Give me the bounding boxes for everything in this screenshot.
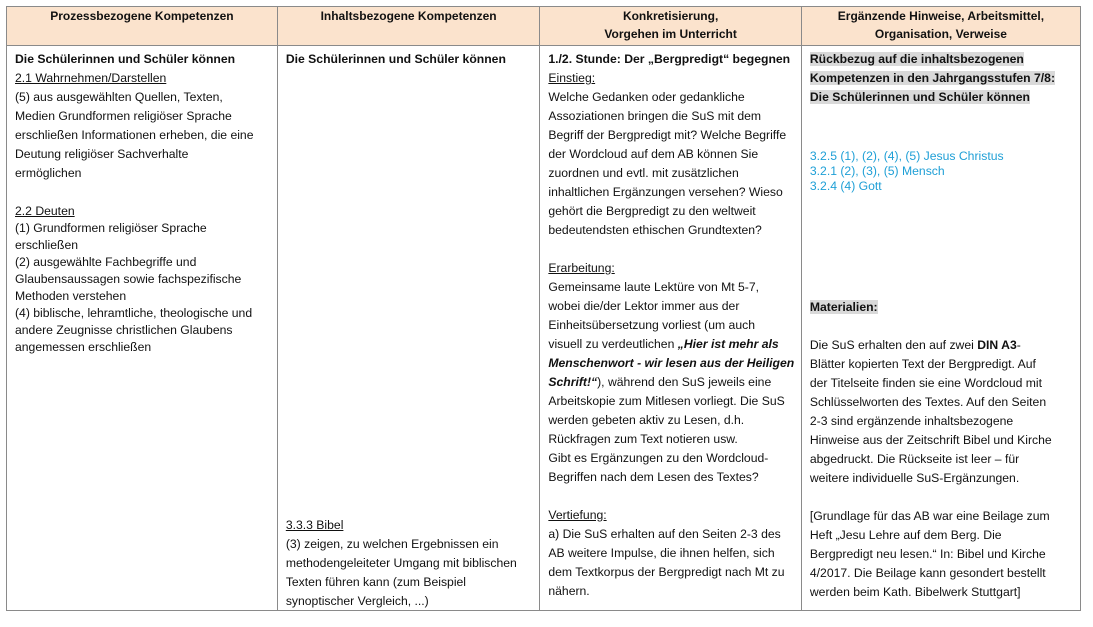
grundlage-line: [Grundlage für das AB war eine Beilage zum [809,509,1050,523]
materialien-line: 2-3 sind ergänzende inhaltsbezogene [809,414,1014,428]
materialien-line: der Titelseite finden sie eine Wordcloud mit [809,376,1043,390]
col1-text-line: Glaubensaussagen sowie fachspezifische [15,272,242,286]
materialien-line: Schlüsselworten des Textes. Auf den Seiten [809,395,1047,409]
einstieg-heading: Einstieg: [548,71,596,85]
vertiefung-heading: Vertiefung: [548,508,607,522]
col1-text-line: ermöglichen [15,166,82,180]
notes-cell [801,46,1080,611]
col1-heading-wahrnehmen: 2.1 Wahrnehmen/Darstellen [15,71,167,85]
col1-text-line: angemessen erschließen [15,340,152,354]
grundlage-line: 4/2017. Die Beilage kann gesondert bestellt [809,566,1046,580]
col1-text-line: Medien Grundformen religiöser Sprache [15,109,232,123]
rueckbezug-line: Rückbezug auf die inhaltsbezogenen [809,52,1024,66]
col1-heading-deuten: 2.2 Deuten [15,204,75,218]
vertiefung-line: nähern. [548,584,590,598]
einstieg-line: Begriff der Bergpredigt mit? Welche Begriffe [548,128,787,142]
grundlage-line: werden beim Kath. Bibelwerk Stuttgart] [809,585,1021,599]
erarbeitung-line: Rückfragen zum Text notieren usw. [548,432,738,446]
einstieg-line: bedeutendsten ethischen Grundtexten? [548,223,762,237]
erarbeitung-line: Begriffen nach dem Lesen des Textes? [548,470,759,484]
rueckbezug-line: Die Schülerinnen und Schüler können [809,90,1030,104]
competency-reference: 3.2.1 (2), (3), (5) Mensch [809,164,945,178]
erarbeitung-line: wobei die/der Lektor immer aus der [548,299,740,313]
rueckbezug-line: Kompetenzen in den Jahrgangsstufen 7/8: [809,71,1056,85]
lesson-plan-table [6,6,1081,611]
header-concretization: Konkretisierung, Vorgehen im Unterricht [540,7,802,46]
einstieg-line: Welche Gedanken oder gedankliche [548,90,745,104]
grundlage-line: Heft „Jesu Lehre auf dem Berg. Die [809,528,1002,542]
col2-heading-bibel: 3.3.3 Bibel [285,518,344,532]
col1-text-line: Deutung religiöser Sachverhalte [15,147,189,161]
einstieg-line: der Wordcloud auf dem AB können Sie [548,147,759,161]
col1-text-line: (4) biblische, lehramtliche, theologische und [15,306,253,320]
col1-text-line: erschließen Informationen erheben, die eine [15,128,254,142]
materialien-line: Blätter kopierten Text der Bergpredigt. Auf [809,357,1036,371]
materialien-line: abgedruckt. Die Rückseite ist leer – für [809,452,1020,466]
col1-text-line: (2) ausgewählte Fachbegriffe und [15,255,197,269]
erarbeitung-quote-line: Menschenwort - wir lesen aus der Heiligen [548,356,795,370]
einstieg-line: zuordnen und evtl. mit zusätzlichen [548,166,739,180]
vertiefung-line: AB weitere Impulse, die ihnen helfen, sich [548,546,775,560]
col1-text-line: andere Zeugnisse christlichen Glaubens [15,323,233,337]
col2-text-line: (3) zeigen, zu welchen Ergebnissen ein [285,537,499,551]
einstieg-line: inhaltlichen Ergänzungen versehen? Wieso [548,185,783,199]
col1-text-line: (5) aus ausgewählten Quellen, Texten, [15,90,223,104]
materialien-line: weitere individuelle SuS-Ergänzungen. [809,471,1020,485]
header-content-competencies: Inhaltsbezogene Kompetenzen [277,7,540,46]
header-notes: Ergänzende Hinweise, Arbeitsmittel, Organisation, Verweise [801,7,1080,46]
erarbeitung-line: Schrift!“), während den SuS jeweils eine [548,375,772,389]
lesson-title: 1./2. Stunde: Der „Bergpredigt“ begegnen [548,52,791,66]
erarbeitung-line: Einheitsübersetzung vorliest (um auch [548,318,755,332]
col2-text-line: Texten führen kann (zum Beispiel [285,575,467,589]
materialien-heading: Materialien: [809,300,878,314]
grundlage-line: Bergpredigt neu lesen.“ In: Bibel und Kirche [809,547,1046,561]
content-competencies-cell [277,46,540,611]
col2-text-line: methodengeleiteter Umgang mit biblischen [285,556,517,570]
vertiefung-line: a) Die SuS erhalten auf den Seiten 2-3 des [548,527,781,541]
erarbeitung-line: Gemeinsame laute Lektüre von Mt 5-7, [548,280,760,294]
process-competencies-cell [7,46,278,611]
col1-intro: Die Schülerinnen und Schüler können [15,52,236,66]
materialien-line: Hinweise aus der Zeitschrift Bibel und Kirche [809,433,1052,447]
header-process-competencies: Prozessbezogene Kompetenzen [7,7,278,46]
col1-text-line: Methoden verstehen [15,289,127,303]
col2-intro: Die Schülerinnen und Schüler können [285,52,506,66]
materialien-line: Die SuS erhalten den auf zwei DIN A3- [809,338,1021,352]
erarbeitung-line: Gibt es Ergänzungen zu den Wordcloud- [548,451,769,465]
competency-reference: 3.2.4 (4) Gott [809,179,882,193]
einstieg-line: gehört die Bergpredigt zu den weltweit [548,204,756,218]
col1-text-line: (1) Grundformen religiöser Sprache [15,221,207,235]
col1-text-line: erschließen [15,238,78,252]
erarbeitung-heading: Erarbeitung: [548,261,615,275]
erarbeitung-line: werden gebeten aktiv zu Lesen, d.h. [548,413,745,427]
erarbeitung-line: visuell zu verdeutlichen „Hier ist mehr als [548,337,779,351]
concretization-cell [540,46,802,611]
competency-reference: 3.2.5 (1), (2), (4), (5) Jesus Christus [809,149,1004,163]
col2-text-line: synoptischer Vergleich, ...) [285,594,429,608]
vertiefung-line: dem Textkorpus der Bergpredigt nach Mt zu [548,565,785,579]
content-row [7,46,1081,611]
einstieg-line: Assoziationen bringen die SuS mit dem [548,109,762,123]
header-row [7,7,1081,46]
erarbeitung-line: Arbeitskopie zum Mitlesen vorliegt. Die SuS [548,394,785,408]
